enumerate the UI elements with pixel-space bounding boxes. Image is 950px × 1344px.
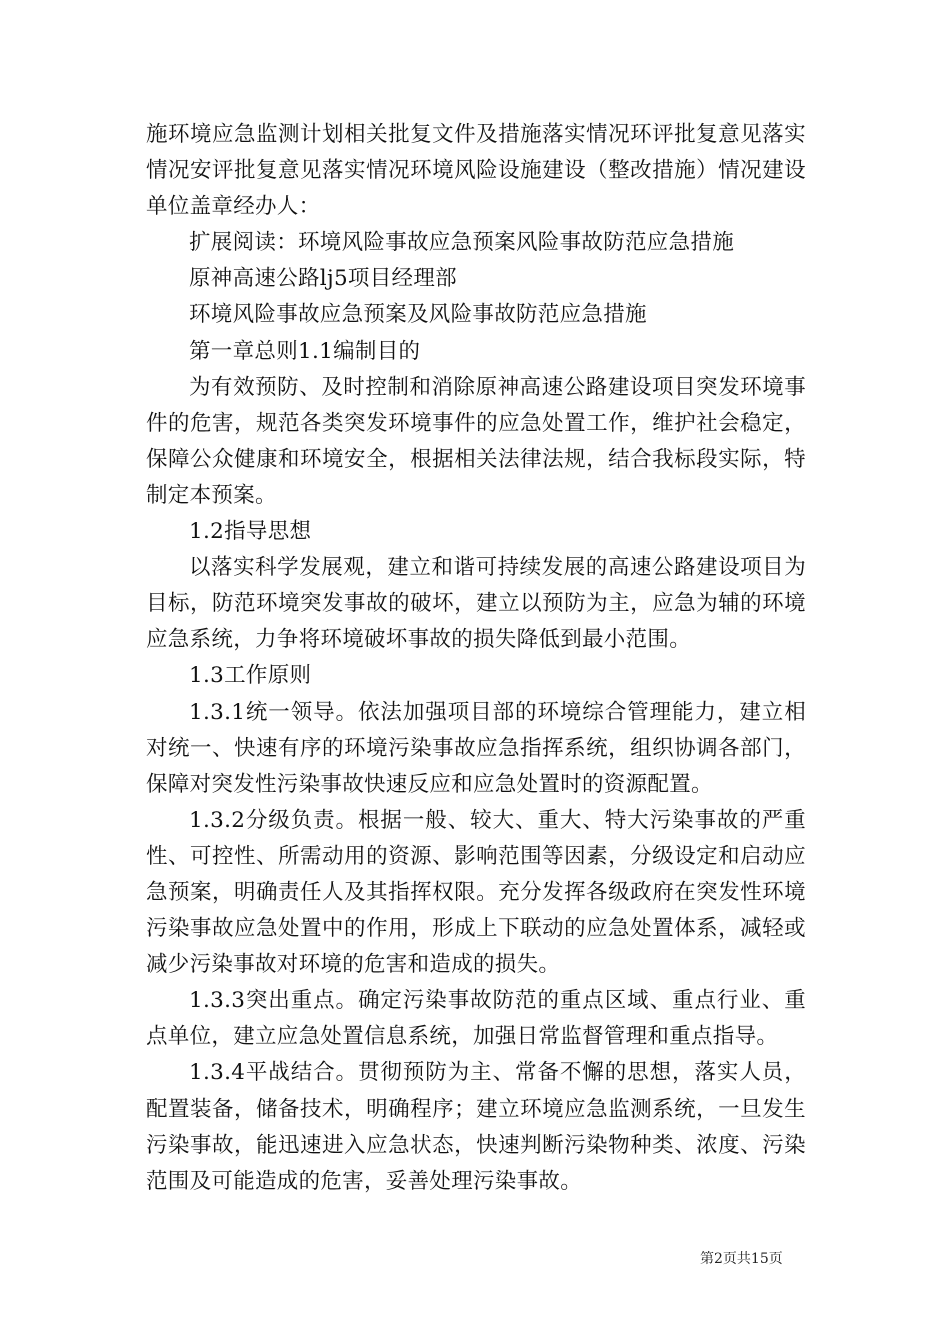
page-number: 第2页共15页 (700, 1251, 783, 1267)
paragraph: 为有效预防、及时控制和消除原神高速公路建设项目突发环境事件的危害，规范各类突发环境事件的应急处置工作，维护社会稳定，保障公众健康和环境安全，根据相关法律法规，结合我标段实际，特制定本预案。 (146, 374, 806, 508)
paragraph: 1.3.1统一领导。依法加强项目部的环境综合管理能力，建立相对统一、快速有序的环境污染事故应急指挥系统，组织协调各部门，保障对突发性污染事故快速反应和应急处置时的资源配置。 (146, 699, 806, 797)
document-body (146, 117, 806, 1200)
section-heading: 1.2指导思想 (189, 519, 312, 545)
paragraph: 扩展阅读：环境风险事故应急预案风险事故防范应急措施 (189, 230, 735, 256)
paragraph: 环境风险事故应急预案及风险事故防范应急措施 (189, 302, 647, 328)
paragraph: 1.3.4平战结合。贯彻预防为主、常备不懈的思想，落实人员，配置装备，储备技术，明确程序；建立环境应急监测系统，一旦发生污染事故，能迅速进入应急状态，快速判断污染物种类、浓度、污染范围及可能造成的危害，妥善处理污染事故。 (146, 1060, 806, 1194)
paragraph: 施环境应急监测计划相关批复文件及措施落实情况环评批复意见落实情况安评批复意见落实情况环境风险设施建设（整改措施）情况建设单位盖章经办人： (146, 122, 806, 220)
paragraph: 1.3.2分级负责。根据一般、较大、重大、特大污染事故的严重性、可控性、所需动用的资源、影响范围等因素，分级设定和启动应急预案，明确责任人及其指挥权限。充分发挥各级政府在突发性环境污染事故应急处置中的作用，形成上下联动的应急处置体系，减轻或减少污染事故对环境的危害和造成的损失。 (146, 807, 806, 978)
paragraph: 以落实科学发展观，建立和谐可持续发展的高速公路建设项目为目标，防范环境突发事故的破坏，建立以预防为主，应急为辅的环境应急系统，力争将环境破坏事故的损失降低到最小范围。 (146, 555, 806, 653)
section-heading: 第一章总则1.1编制目的 (189, 338, 421, 364)
section-heading: 1.3工作原则 (189, 663, 312, 689)
paragraph: 原神高速公路lj5项目经理部 (189, 266, 457, 292)
paragraph: 1.3.3突出重点。确定污染事故防范的重点区域、重点行业、重点单位，建立应急处置信息系统，加强日常监督管理和重点指导。 (146, 988, 806, 1050)
